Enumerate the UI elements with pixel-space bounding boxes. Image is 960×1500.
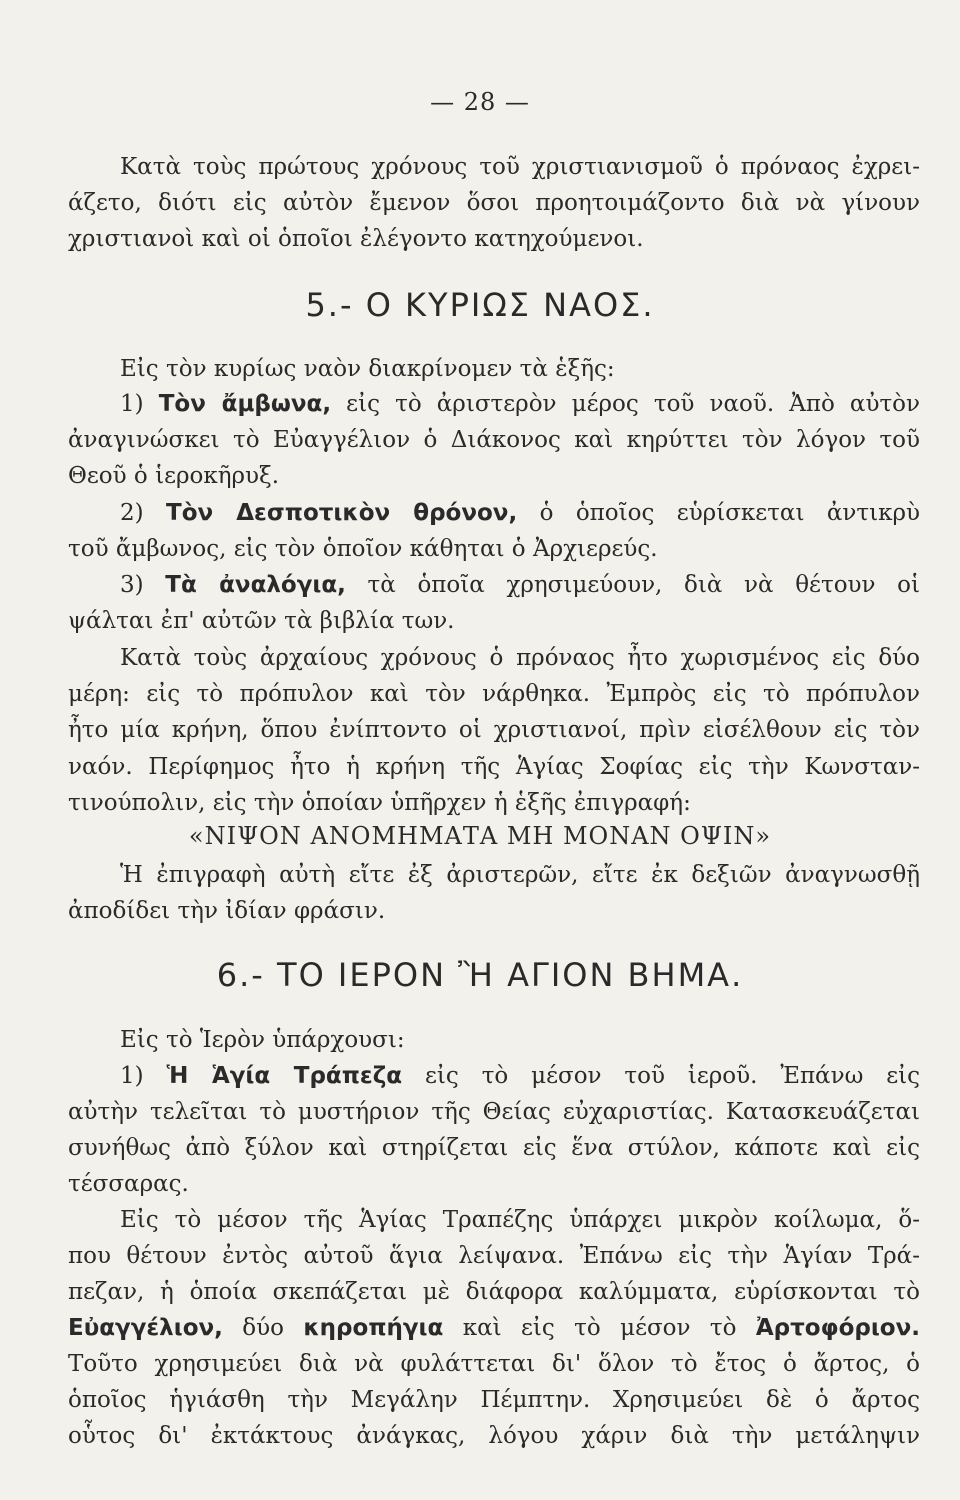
text-line: οὗτος δι' ἐκτάκτους ἀνάγκας, λόγου χάριν διὰ τὴν μετάληψιν — [68, 1423, 920, 1449]
text-line: ψάλται ἐπ' αὐτῶν τὰ βιβλία των. — [68, 608, 455, 634]
text-line: Ἡ ἐπιγραφὴ αὐτὴ εἴτε ἐξ ἀριστερῶν, εἴτε ἐκ δεξιῶν ἀναγνωσθῇ — [120, 862, 920, 888]
term-bold: κηροπήγια — [303, 1315, 444, 1341]
text-line: ἦτο μία κρήνη, ὅπου ἐνίπτοντο οἱ χριστιανοί, πρὶν εἰσέλθουν εἰς τὸν — [68, 717, 920, 743]
text-line: Κατὰ τοὺς ἀρχαίους χρόνους ὁ πρόναος ἦτο χωρισμένος εἰς δύο — [120, 645, 920, 671]
list-item-1: 1) Τὸν ἄμβωνα, εἰς τὸ ἀριστερὸν μέρος τοῦ ναοῦ. Ἀπὸ αὐτὸν — [120, 391, 920, 417]
term-bold: Ἀρτοφόριον. — [755, 1315, 921, 1341]
term-bold: Τὸν Δεσποτικὸν θρόνον, — [166, 500, 518, 526]
text-line: άζετο, διότι εἰς αὐτὸν ἔμενον ὅσοι προητοιμάζοντο διὰ νὰ γίνουν — [68, 190, 920, 216]
inscription: «ΝΙΨΟΝ ΑΝΟΜΗΜΑΤΑ ΜΗ ΜΟΝΑΝ ΟΨΙΝ» — [188, 822, 772, 850]
text-line: Εἰς τὸ μέσον τῆς Ἁγίας Τραπέζης ὑπάρχει μικρὸν κοίλωμα, ὅ- — [120, 1207, 920, 1233]
text-line: μέρη: εἰς τὸ πρόπυλον καὶ τὸν νάρθηκα. Ἐμπρὸς εἰς τὸ πρόπυλον — [68, 681, 920, 707]
text-line: που θέτουν ἐντὸς αὐτοῦ ἅγια λείψανα. Ἐπάνω εἰς τὴν Ἁγίαν Τρά- — [68, 1243, 920, 1269]
text-line: Τοῦτο χρησιμεύει διὰ νὰ φυλάττεται δι' ὅλον τὸ ἔτος ὁ ἄρτος, ὁ — [68, 1351, 920, 1377]
text-line: Θεοῦ ὁ ἱεροκῆρυξ. — [68, 463, 280, 489]
text-line: Εἰς τὸ Ἱερὸν ὑπάρχουσι: — [120, 1027, 405, 1053]
text-line: ἀναγινώσκει τὸ Εὐαγγέλιον ὁ Διάκονος καὶ κηρύττει τὸν λόγον τοῦ — [68, 427, 920, 453]
list-item-2: 2) Τὸν Δεσποτικὸν θρόνον, ὁ ὁποῖος εὑρίσκεται ἀντικρὺ — [120, 500, 920, 526]
text-line: τινούπολιν, εἰς τὴν ὁποίαν ὑπῆρχεν ἡ ἑξῆς ἐπιγραφή: — [68, 790, 691, 816]
term-bold: Εὐαγγέλιον, — [68, 1315, 223, 1341]
text-line: πεζαν, ἡ ὁποία σκεπάζεται μὲ διάφορα καλύμματα, εὑρίσκονται τὸ — [68, 1279, 920, 1305]
text-line: Εἰς τὸν κυρίως ναὸν διακρίνομεν τὰ ἑξῆς: — [120, 356, 615, 382]
term-bold: Ἡ Ἁγία Τράπεζα — [166, 1063, 403, 1089]
text-line: αὐτὴν τελεῖται τὸ μυστήριον τῆς Θείας εὐχαριστίας. Κατασκευάζεται — [68, 1099, 920, 1125]
text-line: ὁποῖος ἡγιάσθη τὴν Μεγάλην Πέμπτην. Χρησιμεύει δὲ ὁ ἄρτος — [68, 1387, 920, 1413]
text-line-mixed: Εὐαγγέλιον, δύο κηροπήγια καὶ εἰς τὸ μέσον τὸ Ἀρτοφόριον. — [68, 1315, 921, 1341]
text-line: χριστιανοὶ καὶ οἱ ὁποῖοι ἐλέγοντο κατηχούμενοι. — [68, 226, 644, 252]
text-line: τέσσαρας. — [68, 1171, 189, 1197]
section-heading-6: 6.- ΤΟ ΙΕΡΟΝ Ἢ ΑΓΙΟΝ ΒΗΜΑ. — [216, 956, 744, 994]
term-bold: Τὰ ἀναλόγια, — [165, 572, 346, 598]
list-item-1: 1) Ἡ Ἁγία Τράπεζα εἰς τὸ μέσον τοῦ ἱεροῦ. Ἐπάνω εἰς — [120, 1063, 921, 1089]
text-line: Κατὰ τοὺς πρώτους χρόνους τοῦ χριστιανισμοῦ ὁ πρόναος ἐχρει- — [120, 154, 920, 180]
page-number: — 28 — — [430, 88, 530, 116]
section-heading-5: 5.- Ο ΚΥΡΙΩΣ ΝΑΟΣ. — [305, 286, 655, 324]
list-item-3: 3) Τὰ ἀναλόγια, τὰ ὁποῖα χρησιμεύουν, διὰ νὰ θέτουν οἱ — [120, 572, 921, 598]
term-bold: Τὸν ἄμβωνα, — [158, 391, 332, 417]
text-line: τοῦ ἄμβωνος, εἰς τὸν ὁποῖον κάθηται ὁ Ἀρχιερεύς. — [68, 536, 658, 562]
text-line: ἀποδίδει τὴν ἰδίαν φράσιν. — [68, 898, 386, 924]
text-line: συνήθως ἀπὸ ξύλον καὶ στηρίζεται εἰς ἕνα στύλον, κάποτε καὶ εἰς — [68, 1135, 920, 1161]
text-line: ναόν. Περίφημος ἦτο ἡ κρήνη τῆς Ἁγίας Σοφίας εἰς τὴν Κωνσταν- — [68, 754, 920, 780]
